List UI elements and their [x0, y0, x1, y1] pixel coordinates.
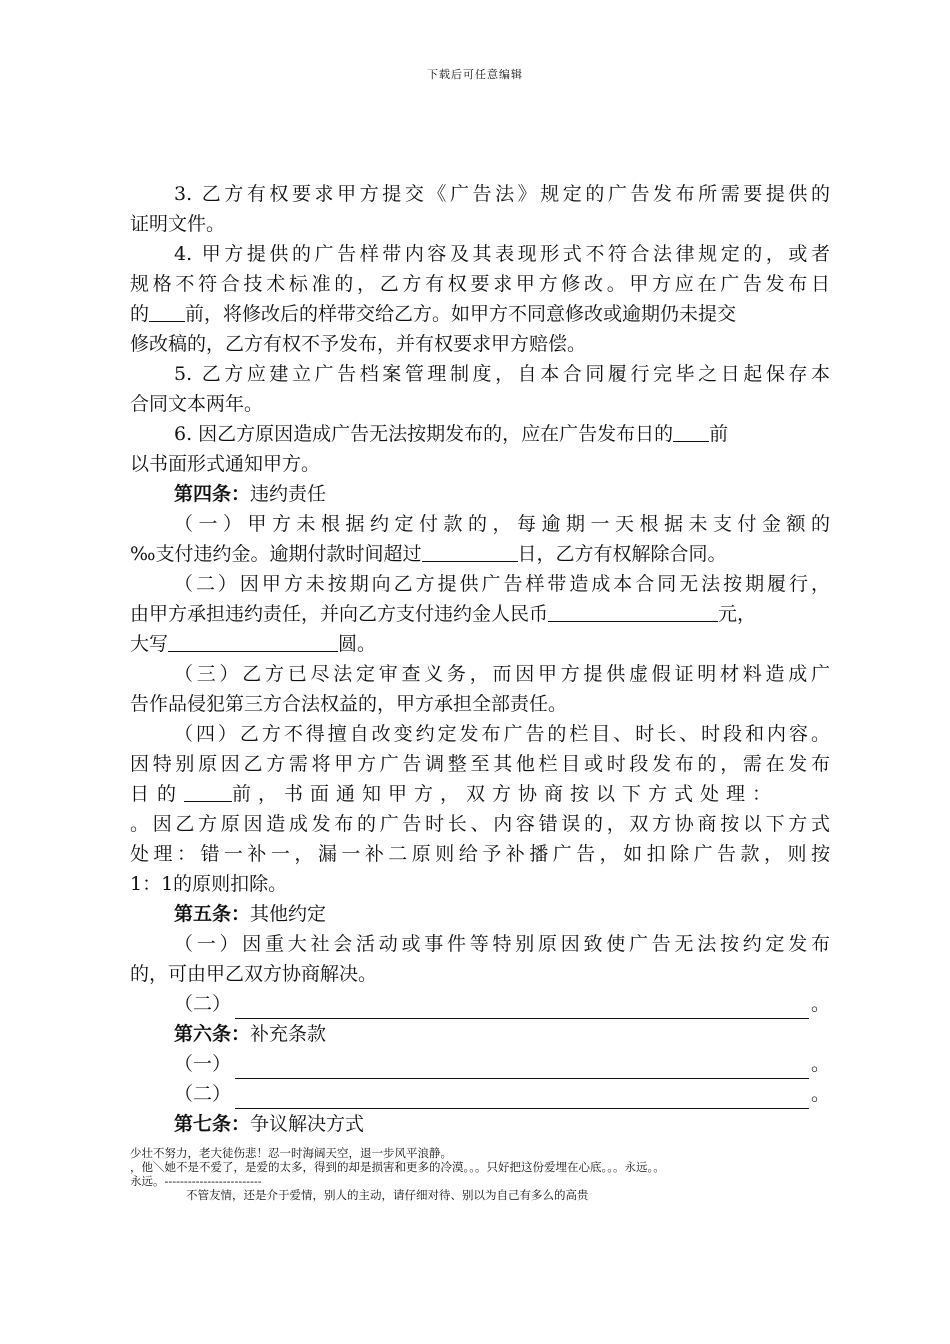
- article-number: 第七条：: [174, 1113, 251, 1135]
- item-label: （二）: [174, 993, 232, 1015]
- text-segment: 前，将修改后的样带交给乙方。如甲方不同意修改或逾期仍未提交: [185, 303, 737, 325]
- blank-line: [168, 631, 338, 652]
- article-6-item-1: [130, 1049, 830, 1079]
- clause-3-line-2: 证明文件。: [130, 213, 226, 235]
- article-4-item-4-line-5: 处理：错一补一，漏一补二原则给予补播广告，如扣除广告款，则按: [130, 843, 830, 865]
- line-end-period: 。: [810, 1083, 830, 1105]
- document-body: [130, 179, 830, 1139]
- article-4-item-4-line-1: （四）乙方不得擅自改变约定发布广告的栏目、时长、时段和内容。: [174, 723, 830, 745]
- article-5-item-1-line-1: （一）因重大社会活动或事件等特别原因致使广告无法按约定发布: [174, 933, 830, 955]
- footer-line: 不管友情，还是介于爱情，别人的主动，请仔细对待、别以为自己有多么的高贵: [186, 1188, 589, 1202]
- clause-6-line-2: 以书面形式通知甲方。: [130, 453, 321, 475]
- item-label: （二）: [174, 1083, 232, 1105]
- article-5-item-2: [130, 989, 830, 1019]
- blank-line: [548, 601, 718, 622]
- fill-in-line: [235, 1086, 809, 1109]
- article-4-item-4-line-2: 因特别原因乙方需将甲方广告调整至其他栏目或时段发布的，需在发布: [130, 753, 830, 775]
- article-number: 第五条：: [174, 903, 251, 925]
- fill-in-line: [235, 996, 809, 1019]
- text-segment: 大写: [130, 633, 169, 655]
- line-end-period: 。: [810, 993, 830, 1015]
- text-segment: 日的: [130, 783, 185, 805]
- article-4-item-2-line-1: （二）因甲方未按期向乙方提供广告样带造成本合同无法按期履行，: [174, 573, 830, 595]
- article-7-heading: [130, 1109, 830, 1139]
- blank-line: [184, 781, 232, 802]
- text-segment: 由甲方承担违约责任，并向乙方支付违约金人民币: [130, 603, 549, 625]
- text-segment: 日，乙方有权解除合同。: [517, 543, 727, 565]
- article-4-item-4-line-6: 1：1的原则扣除。: [130, 873, 288, 895]
- blank-line: [673, 421, 709, 442]
- line-end-period: 。: [810, 1053, 830, 1075]
- text-segment: 6. 因乙方原因造成广告无法按期发布的，应在广告发布日的: [174, 423, 674, 445]
- clause-4-line-1: 4. 甲方提供的广告样带内容及其表现形式不符合法律规定的，或者: [174, 243, 830, 265]
- article-number: 第六条：: [174, 1023, 251, 1045]
- article-6-item-2: [130, 1079, 830, 1109]
- article-6-heading: [130, 1019, 830, 1049]
- text-segment: ‰支付违约金。逾期付款时间超过: [130, 543, 422, 565]
- text-segment: 的: [130, 303, 150, 325]
- article-5-heading: [130, 899, 830, 929]
- blank-line: [149, 301, 185, 322]
- text-segment: 前，书面通知甲方，双方协商按以下方式处理：: [232, 783, 779, 805]
- article-5-item-1-line-2: 的，可由甲乙双方协商解决。: [130, 963, 378, 985]
- article-number: 第四条：: [174, 483, 251, 505]
- clause-5-line-1: 5. 乙方应建立广告档案管理制度，自本合同履行完毕之日起保存本: [174, 363, 830, 385]
- article-title: 其他约定: [250, 903, 327, 925]
- clause-4-line-3: [130, 299, 830, 329]
- article-4-item-2-line-2: [130, 599, 830, 629]
- article-4-item-4-line-4: 。因乙方原因造成发布的广告时长、内容错误的，双方协商按以下方式: [130, 813, 830, 835]
- footer-line: 少壮不努力，老大徒伤悲！忍一时海阔天空，退一步风平浪静。: [130, 1146, 452, 1160]
- article-title: 争议解决方式: [250, 1113, 365, 1135]
- text-segment: 圆。: [338, 633, 377, 655]
- fill-in-line: [235, 1056, 809, 1079]
- article-4-item-1-line-2: [130, 539, 830, 569]
- clause-3-line-1: 3. 乙方有权要求甲方提交《广告法》规定的广告发布所需要提供的: [174, 183, 830, 205]
- footer-line: ，他＼她不是不爱了，是爱的太多，得到的却是损害和更多的冷漠。。。只好把这份爱埋在心底。。。永远。。: [130, 1160, 665, 1174]
- article-4-item-1-line-1: （一）甲方未根据约定付款的，每逾期一天根据未支付金额的: [174, 513, 830, 535]
- item-label: （一）: [174, 1053, 232, 1075]
- article-4-item-3-line-2: 告作品侵犯第三方合法权益的，甲方承担全部责任。: [130, 693, 568, 715]
- clause-6-line-1: [130, 419, 830, 449]
- blank-line: [422, 541, 518, 562]
- text-segment: 前: [709, 423, 729, 445]
- page-header: 下载后可任意编辑: [427, 68, 523, 81]
- article-4-item-4-line-3: [130, 779, 830, 809]
- article-4-item-3-line-1: （三）乙方已尽法定审查义务，而因甲方提供虚假证明材料造成广: [174, 663, 830, 685]
- article-4-item-2-line-3: [130, 629, 830, 659]
- article-title: 违约责任: [250, 483, 327, 505]
- page-footer: [130, 1146, 830, 1202]
- article-title: 补充条款: [250, 1023, 327, 1045]
- text-segment: 元，: [718, 603, 757, 625]
- clause-5-line-2: 合同文本两年。: [130, 393, 264, 415]
- clause-4-line-4: 修改稿的，乙方有权不予发布，并有权要求甲方赔偿。: [130, 333, 587, 355]
- clause-4-line-2: 规格不符合技术标准的，乙方有权要求甲方修改。甲方应在广告发布日: [130, 273, 830, 295]
- footer-line: 永远。-------------------------: [130, 1174, 262, 1188]
- article-4-heading: [130, 479, 830, 509]
